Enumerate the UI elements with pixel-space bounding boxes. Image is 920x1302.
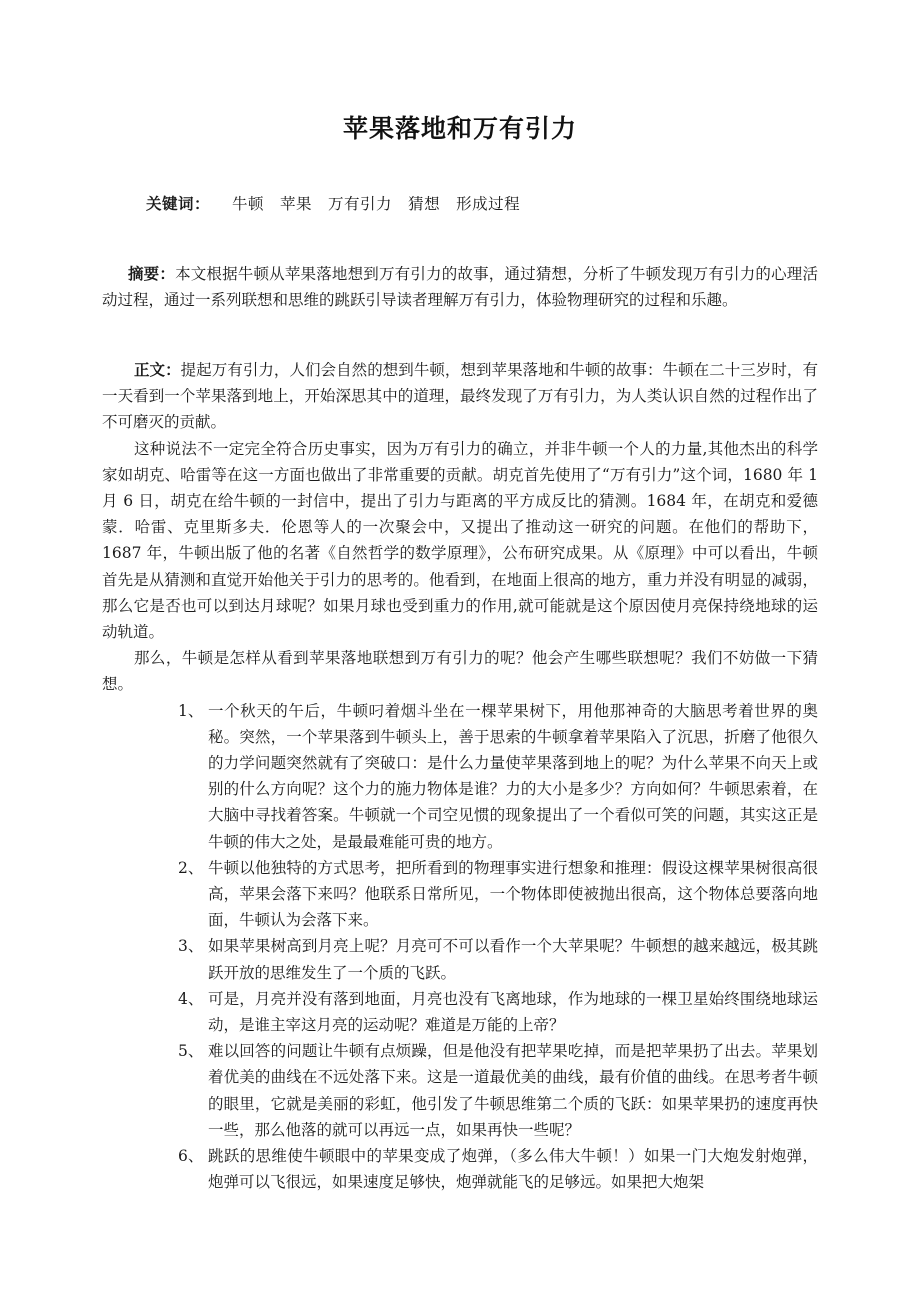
list-item-text: 跳跃的思维使牛顿眼中的苹果变成了炮弹，（多么伟大牛顿！）如果一门大炮发射炮弹，炮弹可以飞很远，如果速度足够快，炮弹就能飞的足够远。如果把大炮架 [208, 1147, 818, 1192]
body-paragraph-text: 那么，牛顿是怎样从看到苹果落地联想到万有引力的呢？他会产生哪些联想呢？我们不妨做一下猜想。 [102, 649, 818, 694]
list-item-text: 难以回答的问题让牛顿有点烦躁，但是他没有把苹果吃掉，而是把苹果扔了出去。苹果划着优美的曲线在不远处落下来。这是一道最优美的曲线，最有价值的曲线。在思考者牛顿的眼里，它就是美丽的彩虹，他引发了牛顿思维第二个质的飞跃：如果苹果扔的速度再快一些，那么他落的就可以再远一点，如果再快一些呢？ [208, 1042, 818, 1139]
abstract-label: 摘要： [128, 264, 176, 283]
list-item-text: 牛顿以他独特的方式思考，把所看到的物理事实进行想象和推理：假设这棵苹果树很高很高，苹果会落下来吗？他联系日常所见，一个物体即使被抛出很高，这个物体总要落向地面，牛顿认为会落下来。 [208, 858, 818, 930]
keywords-label: 关键词： [146, 194, 211, 213]
keyword-item: 形成过程 [456, 195, 521, 213]
body-paragraph-text: 这种说法不一定完全符合历史事实，因为万有引力的确立，并非牛顿一个人的力量,其他杰出的科学家如胡克、哈雷等在这一方面也做出了非常重要的贡献。胡克首先使用了“万有引力”这个词，1680 年 1 月 6 日，胡克在给牛顿的一封信中，提出了引力与距离的平方成反比的猜测。1684 年，在胡克和爱德蒙．哈雷、克里斯多夫．伦恩等人的一次聚会中，又提出了推动这一研究的问题。在他们的帮助下，1687 年，牛顿出版了他的名著《自然哲学的数学原理》，公布研究成果。从《原理》中可以看出，牛顿首先是从猜测和直觉开始他关于引力的思考的。他看到，在地面上很高的地方，重力并没有明显的减弱，那么它是否也可以到达月球呢？如果月球也受到重力的作用,就可能就是这个原因使月亮保持绕地球的运动轨道。 [102, 439, 818, 642]
list-item-marker: 5、 [178, 1042, 204, 1061]
page-title: 苹果落地和万有引力 [342, 114, 577, 143]
body-paragraph [102, 357, 818, 436]
body-block [102, 357, 818, 1196]
abstract-text: 本文根据牛顿从苹果落地想到万有引力的故事，通过猜想，分析了牛顿发现万有引力的心理活动过程，通过一系列联想和思维的跳跃引导读者理解万有引力，体验物理研究的过程和乐趣。 [102, 265, 818, 309]
list-item-text: 一个秋天的午后，牛顿叼着烟斗坐在一棵苹果树下，用他那神奇的大脑思考着世界的奥秘。突然，一个苹果落到牛顿头上，善于思索的牛顿拿着苹果陷入了沉思，折磨了他很久的力学问题突然就有了突破口：是什么力量使苹果落到地上的呢？为什么苹果不向天上或别的什么方向呢？这个力的施力物体是谁？力的大小是多少？方向如何？牛顿思索着，在大脑中寻找着答案。牛顿就一个司空见惯的现象提出了一个看似可笑的问题，其实这正是牛顿的伟大之处，是最最难能可贵的地方。 [208, 701, 818, 851]
keyword-item: 万有引力 [328, 195, 393, 213]
body-paragraph [102, 436, 818, 646]
list-item [102, 986, 818, 1038]
body-paragraph [102, 645, 818, 697]
list-item [102, 933, 818, 985]
keyword-item: 苹果 [280, 195, 313, 213]
keyword-item: 猜想 [408, 195, 441, 213]
list-item-text: 可是，月亮并没有落到地面，月亮也没有飞离地球，作为地球的一棵卫星始终围绕地球运动，是谁主宰这月亮的运动呢？难道是万能的上帝？ [208, 989, 818, 1035]
list-item-marker: 4、 [178, 989, 204, 1008]
list-item-text: 如果苹果树高到月亮上呢？月亮可不可以看作一个大苹果呢？牛顿想的越来越远，极其跳跃开放的思维发生了一个质的飞跃。 [208, 937, 818, 982]
body-label: 正文： [134, 360, 181, 379]
list-item-marker: 1、 [178, 701, 204, 720]
keywords-list [210, 195, 520, 213]
keyword-item: 牛顿 [232, 195, 265, 213]
body-paragraph-text: 提起万有引力，人们会自然的想到牛顿，想到苹果落地和牛顿的故事：牛顿在二十三岁时，有一天看到一个苹果落到地上，开始深思其中的道理，最终发现了万有引力，为人类认识自然的过程作出了不可磨灭的贡献。 [102, 361, 818, 432]
abstract-paragraph [102, 261, 818, 313]
document-content [102, 0, 818, 1196]
list-item [102, 698, 818, 855]
list-item-marker: 2、 [178, 858, 204, 877]
list-item-marker: 3、 [178, 937, 204, 956]
list-item [102, 1038, 818, 1143]
list-item-marker: 6、 [178, 1147, 204, 1166]
list-item [102, 1143, 818, 1195]
list-item [102, 855, 818, 934]
keywords-row [146, 191, 818, 217]
numbered-list [102, 698, 818, 1196]
